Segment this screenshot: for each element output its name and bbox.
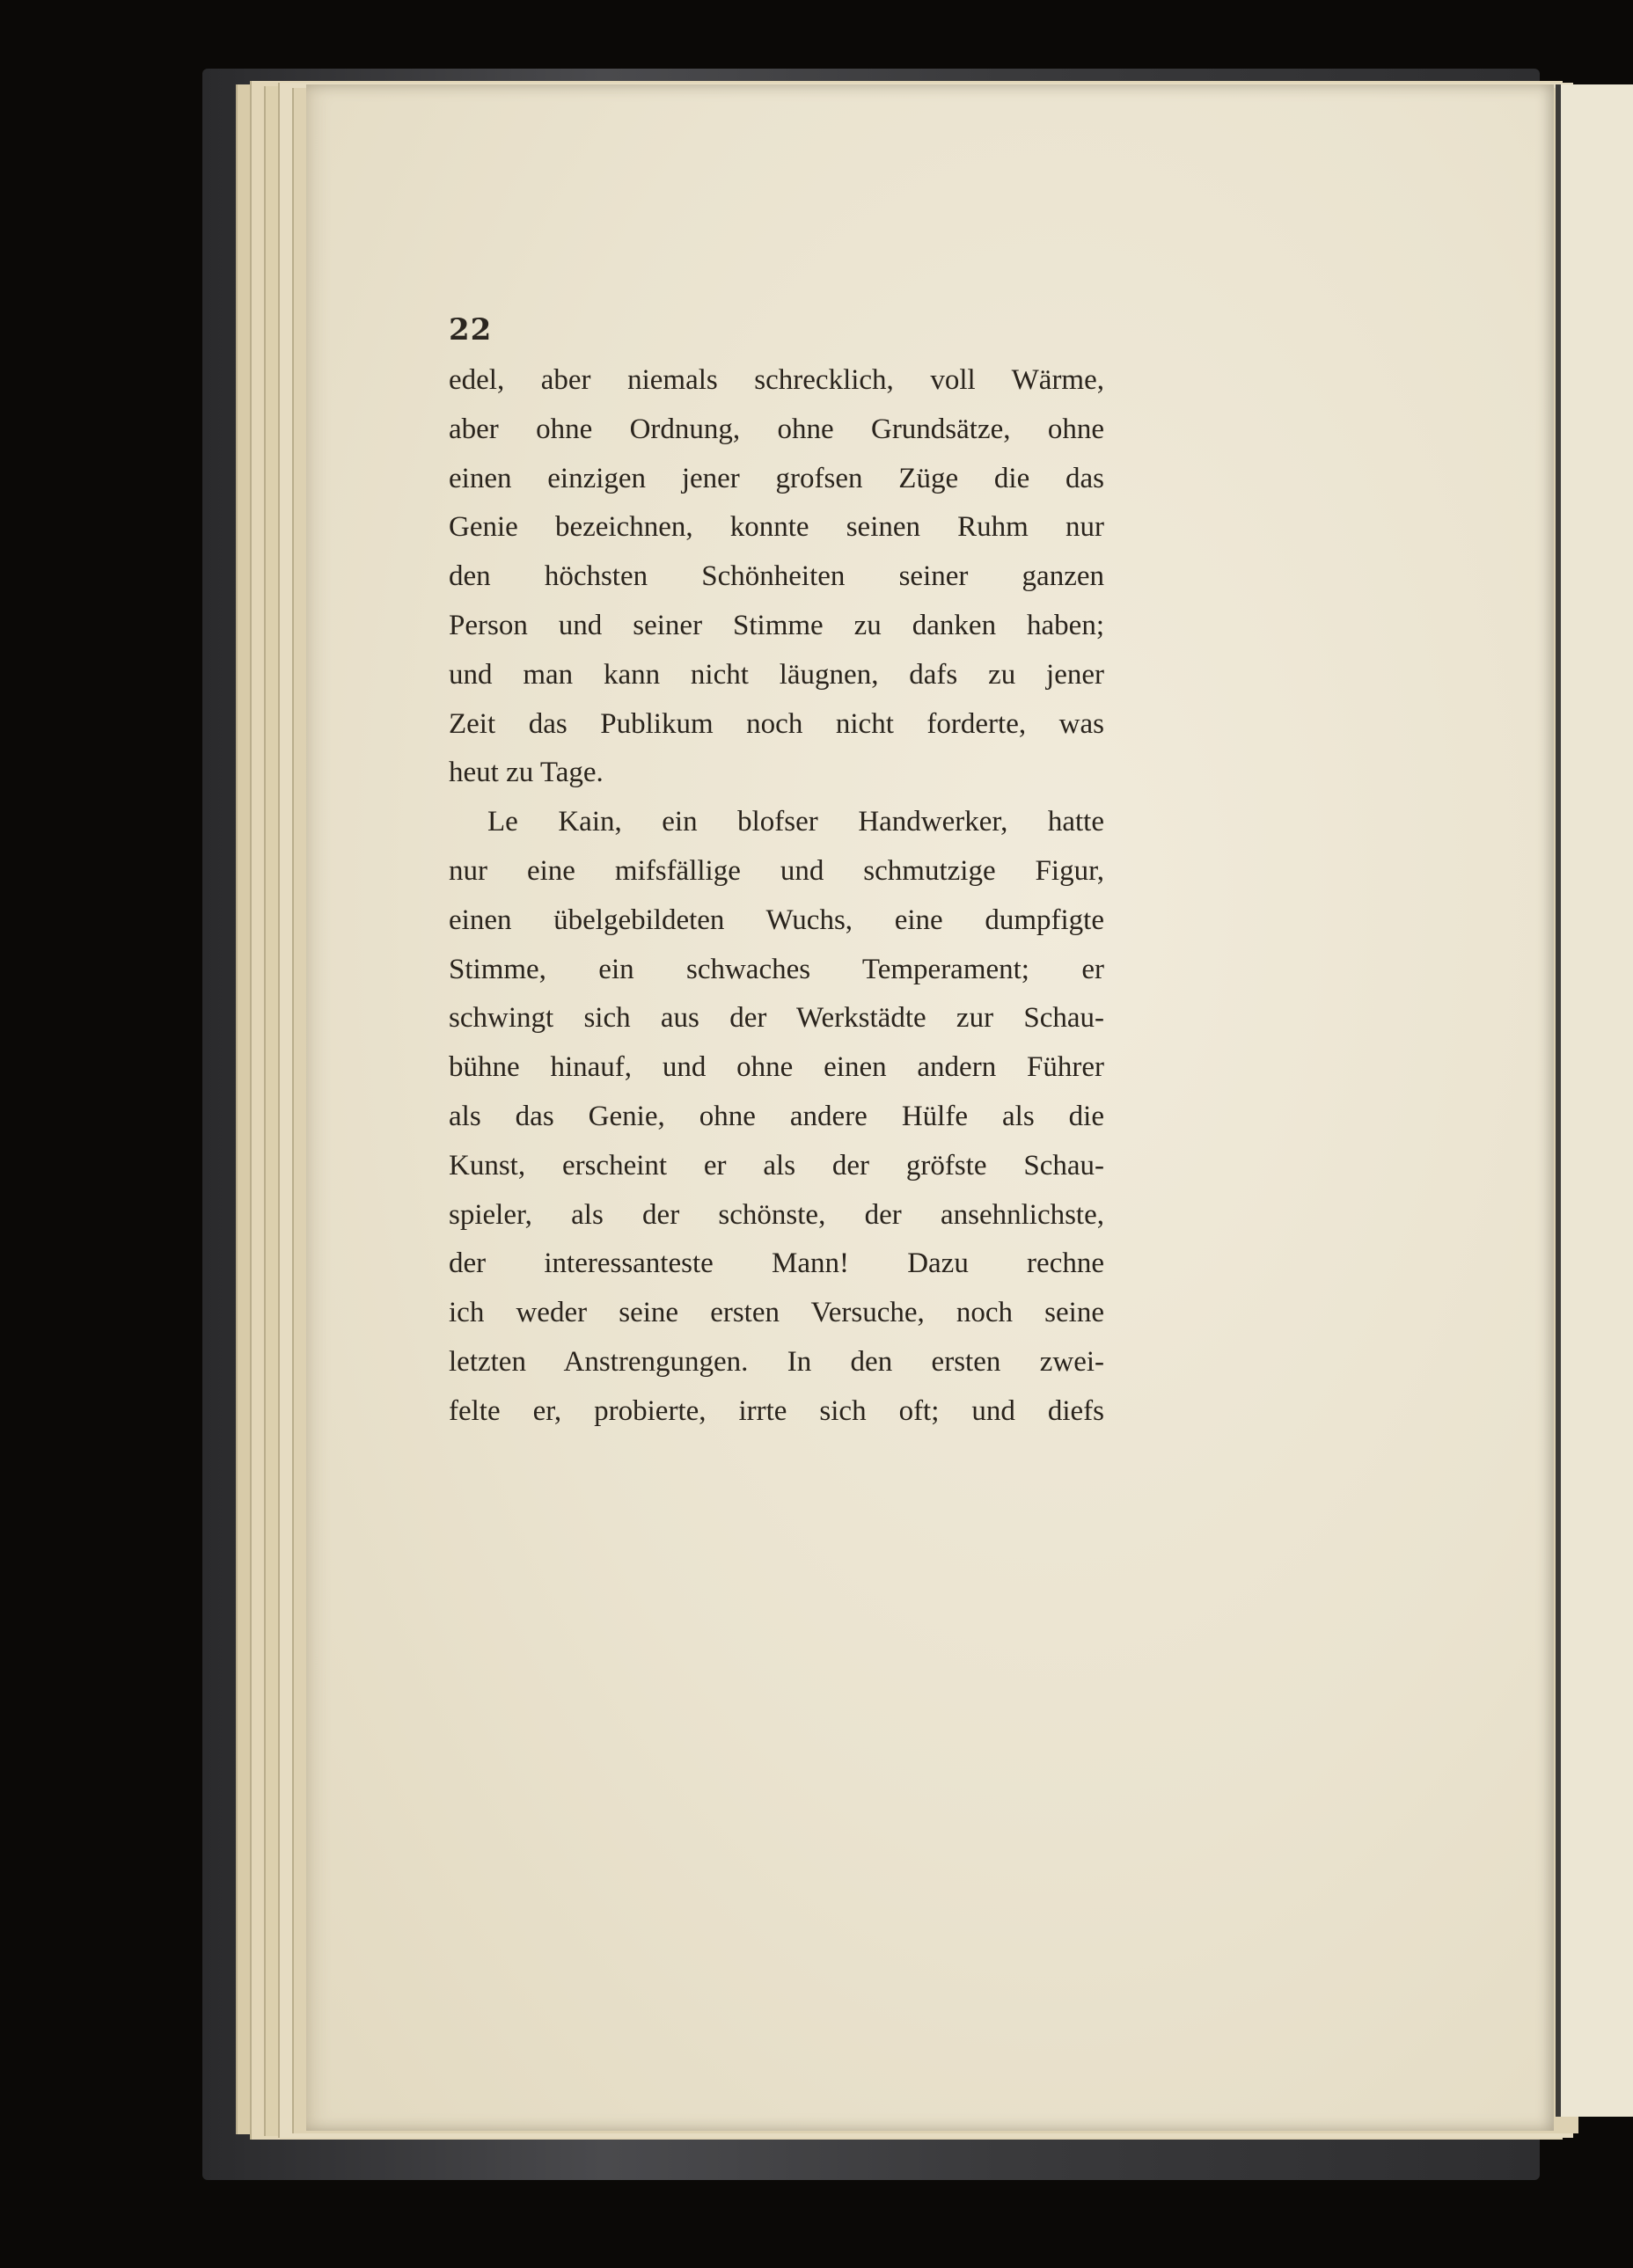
text-line: felte er, probierte, irrte sich oft; und diefs (449, 1394, 1104, 1427)
text-line: heut zu Tage. (449, 757, 604, 789)
text-line: ich weder seine ersten Versuche, noch seine (449, 1297, 1104, 1329)
page-number: 22 (449, 312, 493, 348)
text-line: schwingt sich aus der Werkstädte zur Schau- (449, 1002, 1104, 1035)
text-line: Genie bezeichnen, konnte seinen Ruhm nur (449, 511, 1104, 544)
text-line: einen übelgebildeten Wuchs, eine dumpfigte (449, 904, 1104, 936)
text-line: als das Genie, ohne andere Hülfe als die (449, 1100, 1104, 1132)
text-line: der interessanteste Mann! Dazu rechne (449, 1247, 1104, 1280)
text-line: und man kann nicht läugnen, dafs zu jener (449, 658, 1104, 691)
text-line: letzten Anstrengungen. In den ersten zwei- (449, 1345, 1104, 1378)
text-line: den höchsten Schönheiten seiner ganzen (449, 560, 1104, 593)
text-line: Le Kain, ein blofser Handwerker, hatte (487, 806, 1104, 838)
text-line: spieler, als der schönste, der ansehnlichste, (449, 1198, 1104, 1231)
text-line: nur eine mifsfällige und schmutzige Figur, (449, 854, 1104, 887)
facing-page (1556, 84, 1633, 2117)
text-line: bühne hinauf, und ohne einen andern Führer (449, 1051, 1104, 1084)
text-line: Kunst, erscheint er als der gröfste Schau- (449, 1149, 1104, 1182)
text-line: Zeit das Publikum noch nicht forderte, was (449, 707, 1104, 740)
text-line: Stimme, ein schwaches Temperament; er (449, 953, 1104, 985)
text-line: Person und seiner Stimme zu danken haben; (449, 609, 1104, 641)
text-line: edel, aber niemals schrecklich, voll Wärme, (449, 364, 1104, 396)
text-line: aber ohne Ordnung, ohne Grundsätze, ohne (449, 413, 1104, 445)
text-line: einen einzigen jener grofsen Züge die das (449, 462, 1104, 494)
body-text (449, 356, 1104, 1437)
